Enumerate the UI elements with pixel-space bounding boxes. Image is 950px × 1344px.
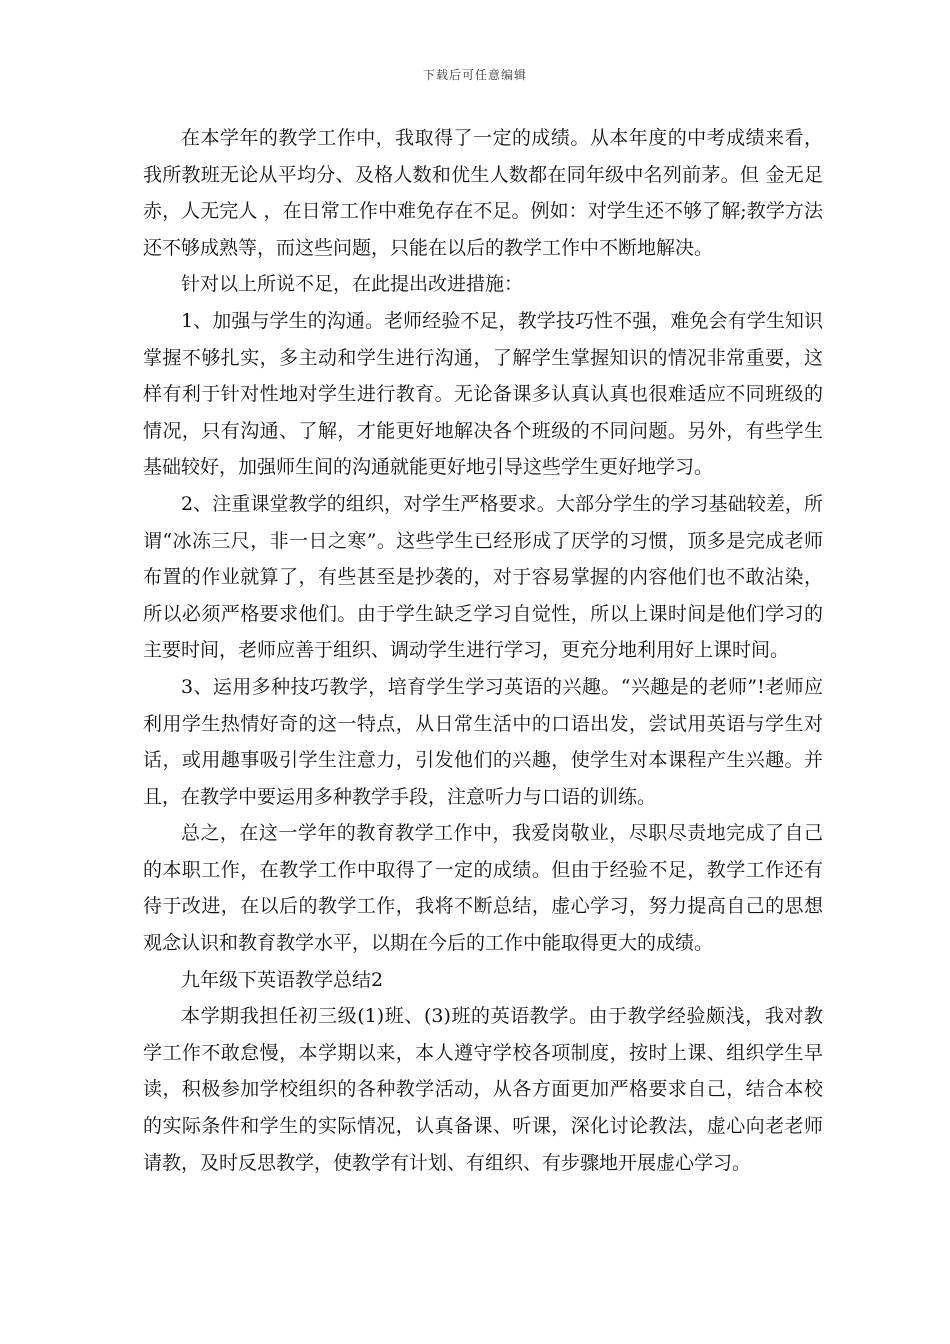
paragraph-measure-2: 2、注重课堂教学的组织，对学生严格要求。大部分学生的学习基础较差，所谓“冰冻三尺，非一日之寒”。这些学生已经形成了厌学的习惯，顶多是完成老师布置的作业就算了，有些甚至是抄袭的，对于容易掌握的内容他们也不敢沾染，所以必须严格要求他们。由于学生缺乏学习自觉性，所以上课时间是他们学习的主要时间，老师应善于组织、调动学生进行学习，更充分地利用好上课时间。 xyxy=(143,492,823,662)
paragraph-measure-3: 3、运用多种技巧教学，培育学生学习英语的兴趣。“兴趣是的老师”!老师应利用学生热情好奇的这一特点，从日常生活中的口语出发，尝试用英语与学生对话，或用趣事吸引学生注意力，引发他们的兴趣，使学生对本课程产生兴趣。并且，在教学中要运用多种教学手段，注意听力与口语的训练。 xyxy=(143,675,823,808)
paragraph-summary-2-intro: 本学期我担任初三级(1)班、(3)班的英语教学。由于教学经验颇浅，我对教学工作不敢怠慢，本学期以来，本人遵守学校各项制度，按时上课、组织学生早读，积极参加学校组织的各种教学活动，从各方面更加严格要求自己，结合本校的实际条件和学生的实际情况，认真备课、听课，深化讨论教法，虚心向老老师请教，及时反思教学，使教学有计划、有组织、有步骤地开展虚心学习。 xyxy=(143,1005,823,1174)
paragraph-measure-1: 1、加强与学生的沟通。老师经验不足，教学技巧性不强，难免会有学生知识掌握不够扎实，多主动和学生进行沟通，了解学生掌握知识的情况非常重要，这样有利于针对性地对学生进行教育。无论备课多认真认真也很难适应不同班级的情况，只有沟通、了解，才能更好地解决各个班级的不同问题。另外，有些学生基础较好，加强师生间的沟通就能更好地引导这些学生更好地学习。 xyxy=(143,309,823,479)
page-header: 下载后可任意编辑 xyxy=(422,68,527,82)
document-body xyxy=(143,120,823,1181)
paragraph-achievements: 在本学年的教学工作中，我取得了一定的成绩。从本年度的中考成绩来看，我所教班无论从平均分、及格人数和优生人数都在同年级中名列前茅。但 金无足赤，人无完人 ，在日常工作中难免存在不足。例如：对学生还不够了解;教学方法还不够成熟等，而这些问题，只能在以后的教学工作中不断地解决。 xyxy=(143,127,823,259)
paragraph-conclusion: 总之，在这一学年的教育教学工作中，我爱岗敬业，尽职尽责地完成了自己的本职工作，在教学工作中取得了一定的成绩。但由于经验不足，教学工作还有待于改进，在以后的教学工作，我将不断总结，虚心学习，努力提高自己的思想观念认识和教育教学水平，以期在今后的工作中能取得更大的成绩。 xyxy=(143,822,823,955)
section-heading-summary-2: 九年级下英语教学总结2 xyxy=(181,968,384,991)
paragraph-improvement-intro: 针对以上所说不足，在此提出改进措施： xyxy=(181,273,524,296)
